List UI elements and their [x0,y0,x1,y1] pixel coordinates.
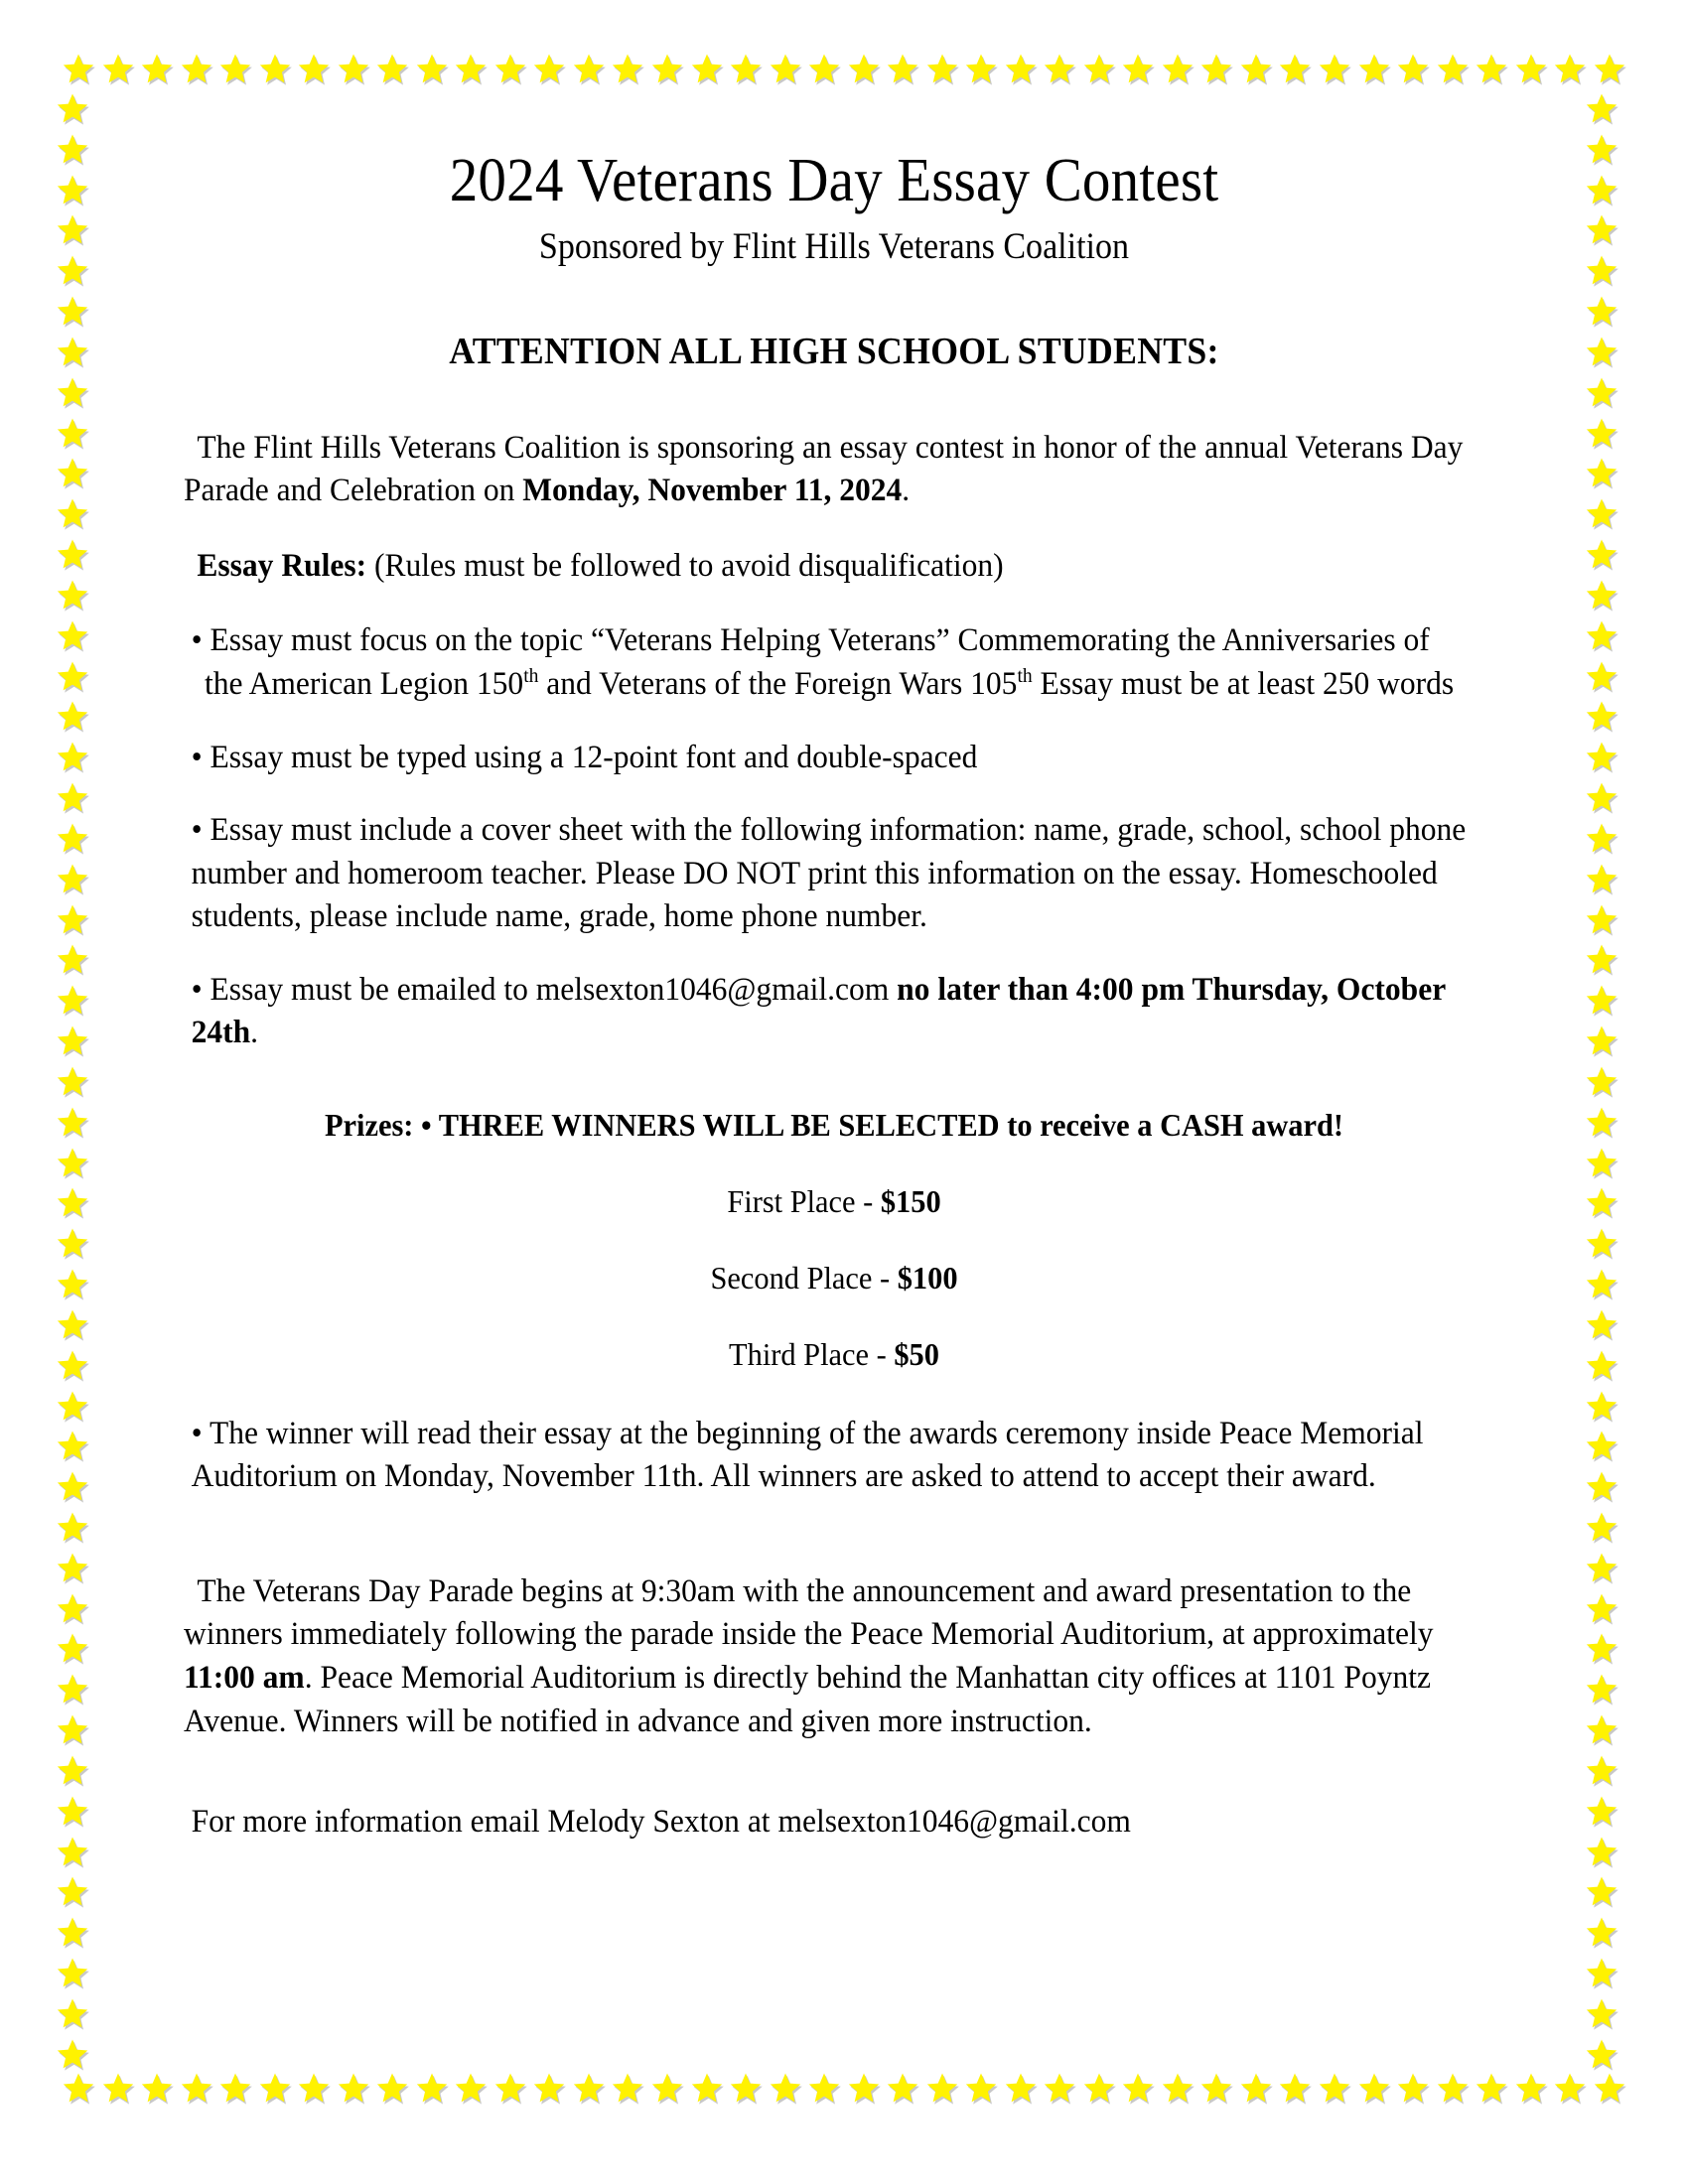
star-icon [1585,1712,1618,1746]
star-icon [56,1307,89,1341]
star-icon [1585,1631,1618,1665]
star-icon [56,1672,89,1706]
star-icon [1585,821,1618,855]
footer-email[interactable]: melsexton1046@gmail.com [777,1804,1131,1841]
star-icon [56,1631,89,1665]
star-icon [1475,52,1508,85]
star-icon [1585,1429,1618,1462]
parade-paragraph [184,1570,1476,1743]
star-icon [1239,2071,1273,2105]
spacer [184,1529,1484,1570]
star-icon [56,2037,89,2071]
star-icon [493,52,527,85]
bullet-icon: • [191,812,203,849]
star-icon [807,52,841,85]
star-icon [56,173,89,206]
rule-format-text: Essay must be typed using a 12-point font and double-spaced [210,739,978,775]
star-icon [1585,1672,1618,1706]
parade-text-part2: . Peace Memorial Auditorium is directly behind the Manhattan city offices at 1101 Poyntz Avenue. Winners will be notified in advance and given more instruction. [184,1659,1431,1739]
star-icon [1357,52,1391,85]
star-icon [886,2071,919,2105]
star-icon [1585,1591,1618,1625]
star-icon [1436,2071,1470,2105]
star-icon [1585,456,1618,489]
essay-rules-label: Essay Rules: [197,547,367,584]
star-icon [1585,699,1618,733]
essay-rules-note: (Rules must be followed to avoid disqualification) [366,547,1004,584]
star-icon [769,2071,802,2105]
star-icon [56,416,89,450]
star-icon [1082,2071,1116,2105]
star-icon [1585,1105,1618,1139]
prize-third-label: Third Place - [729,1335,895,1372]
star-icon [532,2071,566,2105]
star-icon [56,253,89,287]
star-icon [1585,2037,1618,2071]
bullet-icon: • [191,1415,203,1451]
star-icon [1585,1024,1618,1057]
star-icon [1585,1469,1618,1503]
star-border-bottom [62,2071,1626,2111]
star-icon [1396,2071,1430,2105]
star-icon [1585,1389,1618,1423]
intro-paragraph [184,427,1476,513]
star-icon [56,1389,89,1423]
star-border-left [56,91,95,2071]
rule-item-format [184,737,1476,780]
star-icon [1553,52,1587,85]
ceremony-paragraph [184,1413,1483,1499]
star-icon [886,52,919,85]
star-icon [729,52,763,85]
star-icon [56,132,89,166]
star-icon [1593,52,1626,85]
star-icon [1043,52,1076,85]
star-border-right [1585,91,1624,2071]
rule-coversheet-text: Essay must include a cover sheet with the following information: name, grade, school, school phone number and homeroom teacher. Please DO NOT print this information on the essay. Homeschooled students, please include name, grade, home phone number. [191,812,1467,935]
star-icon [1585,659,1618,693]
prizes-heading [216,1107,1453,1144]
star-icon [56,1753,89,1787]
star-icon [180,2071,213,2105]
star-icon [1161,52,1195,85]
rule-topic-part2: and Veterans of the Foreign Wars 105 [538,665,1018,702]
star-icon [1585,862,1618,895]
star-icon [1585,212,1618,246]
intro-date: Monday, November 11, 2024 [522,473,903,509]
prize-first-amount: $150 [880,1182,941,1219]
star-icon [101,2071,135,2105]
star-icon [56,699,89,733]
star-icon [1585,1348,1618,1382]
star-icon [56,1469,89,1503]
star-icon [56,1591,89,1625]
essay-rules-heading [184,545,1476,589]
footer-text-before: For more information email Melody Sexton at [191,1804,778,1841]
page-subtitle: Sponsored by Flint Hills Veterans Coalition [538,226,1130,268]
rule-item-submission [184,969,1483,1055]
prize-second-amount: $100 [897,1259,958,1296]
star-icon [964,52,998,85]
star-icon [1082,52,1116,85]
star-icon [1278,52,1312,85]
star-icon [1585,1146,1618,1179]
star-icon [1585,780,1618,814]
star-icon [1043,2071,1076,2105]
star-icon [56,659,89,693]
prizes-heading-rest: to receive a CASH award! [999,1106,1344,1143]
rule-topic-part3: Essay must be at least 250 words [1032,665,1455,702]
star-icon [1514,2071,1548,2105]
star-icon [1585,942,1618,976]
submission-deadline: no later than 4:00 pm Thursday, October 24th [191,971,1446,1051]
star-icon [337,2071,370,2105]
star-icon [1553,2071,1587,2105]
prize-first-label: First Place - [727,1182,881,1219]
star-icon [1585,1996,1618,2030]
star-icon [1436,52,1470,85]
footer-contact [184,1801,1483,1844]
star-icon [375,52,409,85]
star-icon [532,52,566,85]
star-icon [1585,1267,1618,1300]
star-icon [611,52,644,85]
star-icon [1585,537,1618,571]
rule-topic-part1: Essay must focus on the topic “Veterans Helping Veterans” Commemorating the Anniversaries of the American Legion 150 [205,622,1430,702]
star-icon [1585,375,1618,409]
star-icon [56,1146,89,1179]
star-icon [56,294,89,328]
star-icon [1585,618,1618,652]
star-icon [1585,983,1618,1017]
star-icon [56,1794,89,1828]
bullet-icon: • [191,622,203,659]
star-icon [493,2071,527,2105]
star-icon [56,821,89,855]
star-icon [56,91,89,125]
star-icon [1514,52,1548,85]
star-icon [1585,416,1618,450]
ceremony-text: The winner will read their essay at the beginning of the awards ceremony inside Peace Memorial Auditorium on Monday, November 11th. All winners are asked to attend to accept their award. [191,1415,1424,1495]
star-icon [1585,1185,1618,1219]
star-icon [56,1835,89,1868]
star-icon [56,1429,89,1462]
star-icon [1585,902,1618,936]
star-icon [1585,91,1618,125]
star-icon [690,2071,724,2105]
star-icon [180,52,213,85]
star-icon [56,942,89,976]
star-icon [1585,496,1618,530]
star-icon [56,335,89,368]
star-icon [1585,1956,1618,1989]
star-icon [415,52,449,85]
star-icon [56,983,89,1017]
star-icon [56,1024,89,1057]
star-icon [1357,2071,1391,2105]
star-icon [415,2071,449,2105]
prize-second-place [216,1260,1453,1297]
star-icon [218,52,252,85]
star-icon [1278,2071,1312,2105]
rule-item-topic [184,619,1476,706]
rule-topic-sup2: th [1017,664,1033,687]
star-icon [56,375,89,409]
star-icon [1121,52,1155,85]
star-icon [1585,132,1618,166]
star-icon [1585,578,1618,612]
star-icon [56,1551,89,1584]
star-icon [1318,52,1351,85]
prize-third-amount: $50 [894,1335,939,1372]
star-icon [1161,2071,1195,2105]
star-icon [454,2071,488,2105]
bullet-icon: • [191,739,203,775]
attention-heading: ATTENTION ALL HIGH SCHOOL STUDENTS: [449,330,1219,372]
star-icon [964,2071,998,2105]
star-icon [454,52,488,85]
star-icon [56,212,89,246]
star-icon [1318,2071,1351,2105]
star-icon [56,456,89,489]
star-icon [1585,740,1618,773]
star-icon [297,2071,331,2105]
star-icon [1585,1307,1618,1341]
star-icon [56,1105,89,1139]
star-icon [56,1874,89,1908]
intro-text-before: The Flint Hills Veterans Coalition is sponsoring an essay contest in honor of the annual Veterans Day Parade and Celebration on [184,429,1464,509]
star-icon [1475,2071,1508,2105]
star-icon [1585,173,1618,206]
submission-text-after: . [250,1015,259,1051]
star-icon [56,618,89,652]
star-icon [1396,52,1430,85]
star-icon [56,780,89,814]
star-icon [1593,2071,1626,2105]
star-icon [1585,1874,1618,1908]
star-icon [56,740,89,773]
star-icon [847,2071,881,2105]
star-icon [1585,1064,1618,1098]
star-icon [1585,1551,1618,1584]
submission-email[interactable]: melsexton1046@gmail.com [535,971,890,1008]
star-icon [925,2071,959,2105]
bullet-icon: • [191,971,203,1008]
star-icon [56,578,89,612]
star-icon [62,2071,95,2105]
star-icon [1585,253,1618,287]
parade-time: 11:00 am [184,1659,305,1696]
star-icon [1239,52,1273,85]
star-icon [572,52,606,85]
star-icon [56,1712,89,1746]
star-icon [1585,1915,1618,1949]
star-icon [258,52,292,85]
star-icon [1585,335,1618,368]
star-icon [1004,2071,1038,2105]
star-icon [56,1226,89,1260]
star-icon [56,902,89,936]
prize-first-place [216,1183,1453,1220]
star-icon [847,52,881,85]
rule-topic-sup1: th [523,664,539,687]
star-icon [56,1064,89,1098]
star-icon [1585,1753,1618,1787]
rule-item-coversheet [184,809,1483,939]
star-icon [56,862,89,895]
star-icon [1121,2071,1155,2105]
star-icon [62,52,95,85]
star-icon [56,537,89,571]
star-icon [650,2071,684,2105]
star-icon [1585,294,1618,328]
star-icon [572,2071,606,2105]
star-icon [56,1510,89,1544]
star-icon [56,1996,89,2030]
star-icon [337,52,370,85]
intro-text-after: . [902,473,911,509]
star-border-top [62,52,1626,91]
parade-text-part1: The Veterans Day Parade begins at 9:30am with the announcement and award presentation to the winners immediately following the parade inside the Peace Memorial Auditorium, at approximately [184,1572,1434,1653]
submission-text-before: Essay must be emailed to [210,971,536,1008]
star-icon [56,496,89,530]
star-icon [1585,1510,1618,1544]
page-title: 2024 Veterans Day Essay Contest [449,147,1219,214]
star-icon [297,52,331,85]
star-icon [1199,2071,1233,2105]
star-icon [729,2071,763,2105]
star-icon [218,2071,252,2105]
star-icon [1199,52,1233,85]
star-icon [56,1267,89,1300]
prize-second-label: Second Place - [710,1259,898,1296]
star-icon [650,52,684,85]
star-icon [769,52,802,85]
star-icon [375,2071,409,2105]
star-icon [1585,1835,1618,1868]
star-icon [56,1185,89,1219]
star-icon [258,2071,292,2105]
star-icon [925,52,959,85]
star-icon [56,1915,89,1949]
star-icon [56,1956,89,1989]
star-icon [1004,52,1038,85]
star-icon [56,1348,89,1382]
star-icon [140,52,174,85]
star-icon [807,2071,841,2105]
star-icon [611,2071,644,2105]
prizes-heading-bold: Prizes: • THREE WINNERS WILL BE SELECTED [324,1106,1000,1143]
flyer-content [184,149,1484,1844]
star-icon [140,2071,174,2105]
star-icon [101,52,135,85]
prize-third-place [216,1336,1453,1373]
star-icon [1585,1794,1618,1828]
star-icon [1585,1226,1618,1260]
star-icon [690,52,724,85]
